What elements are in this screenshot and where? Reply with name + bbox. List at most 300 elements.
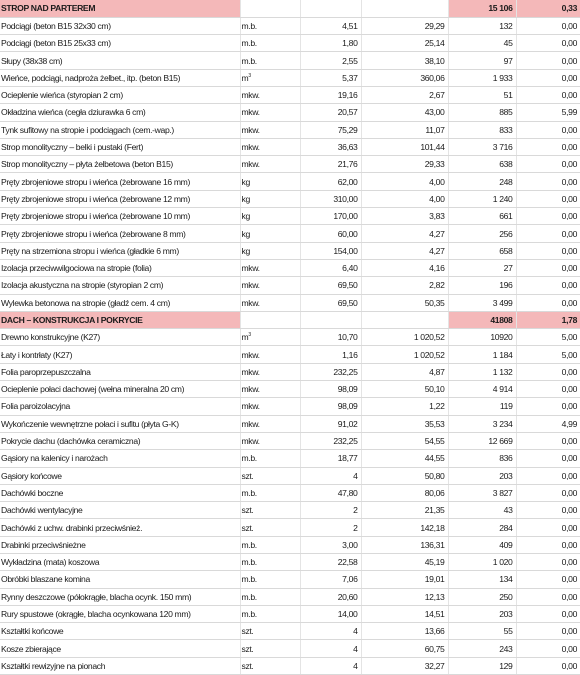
unit-price-cell — [361, 657, 448, 674]
quantity-cell — [300, 657, 361, 674]
quantity-cell-text: 154,00 — [333, 245, 358, 256]
unit-price-cell-text: 11,07 — [425, 124, 445, 135]
value-cell — [448, 52, 516, 69]
unit-cell-text: kg — [241, 176, 250, 187]
section-title — [0, 0, 240, 17]
unit-price-cell-text: 1 020,52 — [413, 332, 445, 343]
quantity-cell — [300, 208, 361, 225]
item-name — [0, 294, 240, 311]
item-name — [0, 121, 240, 138]
table-row — [0, 225, 580, 242]
value-cell-text: 1 184 — [492, 349, 513, 360]
table-row — [0, 259, 580, 276]
percent-cell — [516, 69, 580, 86]
item-name-text: Obróbki blaszane komina — [1, 574, 90, 585]
percent-cell-text: 0,00 — [561, 280, 577, 291]
unit-price-cell-text: 50,35 — [424, 297, 445, 308]
unit-cell — [240, 623, 300, 640]
item-name-text: Okładzina wieńca (cegła dziurawka 6 cm) — [1, 107, 146, 118]
percent-cell — [516, 156, 580, 173]
quantity-cell — [300, 311, 361, 328]
quantity-cell — [300, 536, 361, 553]
table-row — [0, 242, 580, 259]
item-name — [0, 86, 240, 103]
item-name — [0, 484, 240, 501]
quantity-cell — [300, 259, 361, 276]
unit-price-cell — [361, 173, 448, 190]
unit-cell-text: m.b. — [241, 609, 257, 620]
quantity-cell-text: 1,80 — [342, 38, 358, 49]
percent-cell-text: 0,00 — [561, 228, 577, 239]
unit-price-cell-text: 45,19 — [424, 557, 445, 568]
unit-price-cell-text: 54,55 — [424, 436, 445, 447]
table-row — [0, 138, 580, 155]
value-cell-text: 885 — [499, 107, 513, 118]
unit-price-cell — [361, 259, 448, 276]
unit-cell-text: mkw. — [241, 280, 260, 291]
unit-price-cell-text: 25,14 — [424, 38, 445, 49]
unit-cell — [240, 259, 300, 276]
value-cell — [448, 640, 516, 657]
item-name-text: Gąsiory na kalenicy i narożach — [1, 453, 108, 464]
section-header-row — [0, 311, 580, 328]
value-cell — [448, 605, 516, 622]
unit-cell — [240, 536, 300, 553]
value-cell — [448, 346, 516, 363]
item-name-text: Folia paroprzepuszczalna — [1, 366, 91, 377]
value-cell-text: 284 — [499, 522, 513, 533]
item-name — [0, 502, 240, 519]
quantity-cell — [300, 640, 361, 657]
unit-price-cell — [361, 346, 448, 363]
table-row — [0, 208, 580, 225]
unit-cell-text: szt. — [241, 643, 254, 654]
percent-cell — [516, 329, 580, 346]
percent-cell-text: 0,00 — [561, 297, 577, 308]
value-cell-text: 10920 — [490, 332, 513, 343]
unit-cell — [240, 381, 300, 398]
item-name-text: Pręty zbrojeniowe stropu i wieńca (żebrowane 10 mm) — [1, 211, 190, 222]
quantity-cell-text: 310,00 — [333, 193, 358, 204]
value-cell — [448, 17, 516, 34]
percent-cell-text: 0,00 — [561, 557, 577, 568]
unit-cell-text: mkw. — [241, 366, 260, 377]
quantity-cell-text: 4 — [353, 626, 358, 637]
quantity-cell-text: 60,00 — [337, 228, 358, 239]
unit-price-cell — [361, 519, 448, 536]
table-row — [0, 35, 580, 52]
item-name-text: Ocieplenie połaci dachowej (wełna mineralna 20 cm) — [1, 384, 185, 395]
value-cell-text: 836 — [499, 453, 513, 464]
percent-cell-text: 4,99 — [561, 418, 577, 429]
value-cell — [448, 329, 516, 346]
value-cell-text: 1 020 — [492, 557, 513, 568]
percent-cell-text: 0,00 — [561, 72, 577, 83]
unit-cell — [240, 277, 300, 294]
unit-price-cell — [361, 277, 448, 294]
value-cell-text: 45 — [503, 38, 513, 49]
item-name — [0, 415, 240, 432]
unit-cell — [240, 519, 300, 536]
unit-price-cell — [361, 363, 448, 380]
unit-price-cell-text: 101,44 — [420, 142, 445, 153]
item-name — [0, 640, 240, 657]
unit-price-cell — [361, 52, 448, 69]
quantity-cell — [300, 0, 361, 17]
item-name — [0, 208, 240, 225]
item-name-text: Słupy (38x38 cm) — [1, 55, 63, 66]
unit-cell-text: kg — [241, 193, 250, 204]
unit-price-cell-text: 4,16 — [429, 263, 445, 274]
quantity-cell — [300, 225, 361, 242]
item-name — [0, 536, 240, 553]
percent-cell — [516, 450, 580, 467]
unit-price-cell-text: 2,82 — [429, 280, 445, 291]
unit-price-cell-text: 142,18 — [420, 522, 445, 533]
unit-price-cell-text: 4,87 — [429, 366, 445, 377]
table-row — [0, 657, 580, 674]
item-name-text: Wykładzina (mata) koszowa — [1, 557, 100, 568]
percent-cell-text: 0,00 — [561, 660, 577, 671]
unit-price-cell-text: 35,53 — [424, 418, 445, 429]
value-cell — [448, 294, 516, 311]
table-row — [0, 554, 580, 571]
unit-cell-text: mkw. — [241, 436, 260, 447]
percent-cell — [516, 467, 580, 484]
unit-price-cell — [361, 208, 448, 225]
table-row — [0, 69, 580, 86]
quantity-cell — [300, 554, 361, 571]
section-total-percent — [516, 0, 580, 17]
unit-price-cell-text: 60,75 — [424, 643, 445, 654]
unit-price-cell-text: 3,83 — [429, 211, 445, 222]
quantity-cell-text: 18,77 — [337, 453, 358, 464]
unit-price-cell-text: 50,80 — [424, 470, 445, 481]
quantity-cell-text: 91,02 — [337, 418, 358, 429]
percent-cell — [516, 173, 580, 190]
unit-price-cell-text: 4,27 — [429, 245, 445, 256]
unit-price-cell-text: 38,10 — [424, 55, 445, 66]
quantity-cell-text: 2 — [353, 522, 358, 533]
item-name — [0, 571, 240, 588]
unit-cell-text: m.b. — [241, 539, 257, 550]
value-cell-text: 27 — [503, 263, 513, 274]
table-row — [0, 502, 580, 519]
item-name — [0, 432, 240, 449]
value-cell — [448, 363, 516, 380]
quantity-cell — [300, 17, 361, 34]
unit-cell-text: mkw. — [241, 401, 260, 412]
percent-cell-text: 0,00 — [561, 522, 577, 533]
table-row — [0, 519, 580, 536]
value-cell-text: 12 669 — [488, 436, 513, 447]
section-title-text: STROP NAD PARTEREM — [1, 3, 96, 14]
value-cell — [448, 69, 516, 86]
unit-price-cell — [361, 311, 448, 328]
value-cell — [448, 138, 516, 155]
percent-cell — [516, 259, 580, 276]
quantity-cell-text: 170,00 — [333, 211, 358, 222]
table-row — [0, 121, 580, 138]
percent-cell-text: 0,00 — [561, 176, 577, 187]
quantity-cell-text: 20,57 — [337, 107, 358, 118]
percent-cell — [516, 381, 580, 398]
percent-cell-text: 0,00 — [561, 124, 577, 135]
item-name — [0, 225, 240, 242]
percent-cell — [516, 519, 580, 536]
unit-price-cell-text: 29,29 — [424, 20, 445, 31]
unit-price-cell — [361, 0, 448, 17]
percent-cell-text: 0,00 — [561, 591, 577, 602]
quantity-cell-text: 14,00 — [337, 609, 358, 620]
item-name — [0, 259, 240, 276]
value-cell-text: 256 — [499, 228, 513, 239]
quantity-cell — [300, 381, 361, 398]
unit-cell — [240, 502, 300, 519]
quantity-cell-text: 2 — [353, 505, 358, 516]
section-total-percent — [516, 311, 580, 328]
item-name — [0, 52, 240, 69]
percent-cell-text: 0,00 — [561, 20, 577, 31]
item-name — [0, 467, 240, 484]
value-cell-text: 4 914 — [492, 384, 513, 395]
item-name-text: Strop monolityczny – belki i pustaki (Fert) — [1, 142, 144, 153]
value-cell-text: 250 — [499, 591, 513, 602]
unit-price-cell — [361, 640, 448, 657]
unit-price-cell-text: 50,10 — [424, 384, 445, 395]
unit-price-cell — [361, 605, 448, 622]
unit-price-cell-text: 13,66 — [424, 626, 445, 637]
unit-cell — [240, 605, 300, 622]
unit-cell — [240, 554, 300, 571]
percent-cell — [516, 398, 580, 415]
percent-cell-text: 0,00 — [561, 436, 577, 447]
quantity-cell-text: 75,29 — [337, 124, 358, 135]
value-cell — [448, 467, 516, 484]
quantity-cell-text: 69,50 — [337, 280, 358, 291]
quantity-cell — [300, 605, 361, 622]
percent-cell-text: 0,00 — [561, 366, 577, 377]
item-name — [0, 398, 240, 415]
value-cell-text: 833 — [499, 124, 513, 135]
item-name-text: Izolacja akustyczna na stropie (styropian 2 cm) — [1, 280, 164, 291]
unit-cell-text: kg — [241, 228, 250, 239]
unit-price-cell — [361, 329, 448, 346]
unit-price-cell — [361, 138, 448, 155]
percent-cell-text: 0,00 — [561, 539, 577, 550]
quantity-cell — [300, 173, 361, 190]
item-name — [0, 450, 240, 467]
table-row — [0, 381, 580, 398]
value-cell — [448, 259, 516, 276]
unit-cell-text: szt. — [241, 470, 254, 481]
percent-cell — [516, 502, 580, 519]
quantity-cell — [300, 138, 361, 155]
table-row — [0, 571, 580, 588]
unit-price-cell-text: 21,35 — [424, 505, 445, 516]
value-cell — [448, 432, 516, 449]
value-cell-text: 196 — [499, 280, 513, 291]
percent-cell-text: 0,00 — [561, 643, 577, 654]
unit-cell — [240, 657, 300, 674]
quantity-cell-text: 5,37 — [342, 72, 358, 83]
unit-cell — [240, 415, 300, 432]
item-name — [0, 35, 240, 52]
quantity-cell-text: 47,80 — [337, 487, 358, 498]
unit-cell-text: mkw. — [241, 107, 260, 118]
quantity-cell-text: 20,60 — [337, 591, 358, 602]
quantity-cell — [300, 294, 361, 311]
quantity-cell-text: 4,51 — [342, 20, 358, 31]
item-name-text: Pokrycie dachu (dachówka ceramiczna) — [1, 436, 141, 447]
unit-price-cell-text: 80,06 — [424, 487, 445, 498]
table-row — [0, 450, 580, 467]
unit-price-cell — [361, 554, 448, 571]
percent-cell — [516, 208, 580, 225]
value-cell-text: 3 827 — [492, 487, 513, 498]
unit-price-cell — [361, 35, 448, 52]
item-name-text: Folia paroizolacyjna — [1, 401, 70, 412]
table-row — [0, 294, 580, 311]
percent-cell — [516, 294, 580, 311]
table-row — [0, 52, 580, 69]
section-total-value — [448, 311, 516, 328]
quantity-cell — [300, 52, 361, 69]
item-name — [0, 329, 240, 346]
value-cell — [448, 381, 516, 398]
quantity-cell-text: 36,63 — [337, 142, 358, 153]
value-cell-text: 132 — [499, 20, 513, 31]
percent-cell-text: 0,00 — [561, 142, 577, 153]
item-name-text: Dachówki wentylacyjne — [1, 505, 83, 516]
item-name — [0, 104, 240, 121]
section-header-row — [0, 0, 580, 17]
percent-cell-text: 5,00 — [561, 332, 577, 343]
unit-cell-text: szt. — [241, 626, 254, 637]
quantity-cell — [300, 450, 361, 467]
percent-cell-text: 0,00 — [561, 90, 577, 101]
unit-cell — [240, 190, 300, 207]
unit-cell — [240, 311, 300, 328]
table-row — [0, 398, 580, 415]
value-cell-text: 134 — [499, 574, 513, 585]
unit-cell-text: kg — [241, 211, 250, 222]
item-name — [0, 190, 240, 207]
item-name — [0, 242, 240, 259]
percent-cell — [516, 86, 580, 103]
unit-cell-text: mkw. — [241, 142, 260, 153]
unit-cell — [240, 156, 300, 173]
value-cell — [448, 554, 516, 571]
table-row — [0, 86, 580, 103]
value-cell — [448, 623, 516, 640]
item-name — [0, 69, 240, 86]
quantity-cell-text: 10,70 — [337, 332, 358, 343]
quantity-cell — [300, 277, 361, 294]
quantity-cell-text: 98,09 — [337, 401, 358, 412]
unit-cell — [240, 0, 300, 17]
unit-price-cell — [361, 69, 448, 86]
quantity-cell — [300, 242, 361, 259]
unit-cell-text: mkw. — [241, 90, 260, 101]
item-name — [0, 657, 240, 674]
unit-price-cell — [361, 242, 448, 259]
value-cell — [448, 657, 516, 674]
unit-cell-text: m.b. — [241, 487, 257, 498]
percent-cell-text: 0,00 — [561, 470, 577, 481]
unit-price-cell — [361, 571, 448, 588]
unit-cell — [240, 17, 300, 34]
table-row — [0, 605, 580, 622]
section-total-value-text: 41808 — [490, 314, 513, 325]
unit-cell — [240, 640, 300, 657]
percent-cell — [516, 623, 580, 640]
percent-cell — [516, 640, 580, 657]
percent-cell — [516, 657, 580, 674]
percent-cell-text: 0,00 — [561, 263, 577, 274]
unit-cell — [240, 173, 300, 190]
quantity-cell-text: 22,58 — [337, 557, 358, 568]
item-name — [0, 156, 240, 173]
unit-price-cell-text: 4,00 — [429, 176, 445, 187]
quantity-cell — [300, 588, 361, 605]
item-name-text: Rynny deszczowe (półokrągłe, blacha ocynk. 150 mm) — [1, 591, 192, 602]
quantity-cell — [300, 415, 361, 432]
percent-cell — [516, 277, 580, 294]
quantity-cell-text: 232,25 — [333, 366, 358, 377]
unit-price-cell — [361, 536, 448, 553]
value-cell — [448, 398, 516, 415]
unit-cell-text: szt. — [241, 522, 254, 533]
table-row — [0, 190, 580, 207]
unit-price-cell — [361, 121, 448, 138]
percent-cell-text: 0,00 — [561, 384, 577, 395]
unit-price-cell — [361, 156, 448, 173]
table-row — [0, 467, 580, 484]
percent-cell-text: 0,00 — [561, 55, 577, 66]
unit-cell-text: kg — [241, 245, 250, 256]
item-name — [0, 346, 240, 363]
item-name-text: Kształtki końcowe — [1, 626, 64, 637]
value-cell-text: 43 — [503, 505, 513, 516]
percent-cell — [516, 121, 580, 138]
unit-cell-text: mkw. — [241, 297, 260, 308]
unit-exponent: 3 — [248, 332, 251, 339]
unit-cell — [240, 208, 300, 225]
value-cell — [448, 484, 516, 501]
value-cell-text: 55 — [503, 626, 513, 637]
item-name — [0, 519, 240, 536]
quantity-cell — [300, 346, 361, 363]
percent-cell — [516, 605, 580, 622]
unit-cell — [240, 329, 300, 346]
value-cell-text: 119 — [499, 401, 513, 412]
item-name — [0, 381, 240, 398]
table-row — [0, 329, 580, 346]
table-row — [0, 588, 580, 605]
value-cell-text: 243 — [499, 643, 513, 654]
value-cell — [448, 519, 516, 536]
unit-cell — [240, 363, 300, 380]
quantity-cell — [300, 467, 361, 484]
unit-cell — [240, 138, 300, 155]
quantity-cell — [300, 329, 361, 346]
unit-price-cell-text: 12,13 — [424, 591, 445, 602]
quantity-cell — [300, 519, 361, 536]
percent-cell-text: 0,00 — [561, 193, 577, 204]
percent-cell — [516, 138, 580, 155]
percent-cell-text: 0,00 — [561, 609, 577, 620]
